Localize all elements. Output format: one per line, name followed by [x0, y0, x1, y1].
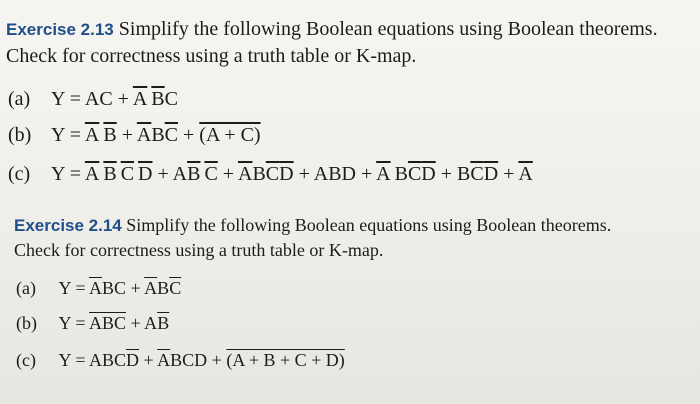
equation-label: (b) [16, 313, 37, 333]
exercise-2-14-heading [14, 215, 611, 236]
exercise-2-14-check-text: Check for correctness using a truth table or K-map. [14, 240, 384, 260]
exercise-2-14-description: Simplify the following Boolean equations using Boolean theorems. [121, 215, 612, 235]
exercise-2-14-equation-a: (a) $Y = \overline{A}BC + \overline{A}B\overline{C}$ [16, 278, 182, 298]
equation-label: (c) [8, 163, 31, 185]
exercise-2-13-heading [6, 18, 658, 41]
equation-label: (c) [16, 350, 36, 370]
exercise-2-13-equation-b: (b) $Y = \overline{A}$ $\overline{B} + \overline{A}B\overline{C} + (A + C)$ [8, 124, 261, 146]
exercise-2-13-equation-c: (c) $Y = \overline{A}$ $\overline{B}$ $\overline{C}$ $\overline{D} + A\overline{B}$ $\overline{C} + \overline{A}B\overline{C}\overline{D}$ + ABD + $\overline{A}$ $B\overline{C}\overline{D} + B\overline{C}\overline{D} + \overline{A}$ [8, 163, 533, 185]
exercise-2-14-title: Exercise 2.14 [14, 216, 122, 235]
exercise-2-13-check-text: Check for correctness using a truth table or K-map. [6, 45, 417, 67]
exercise-2-13-equation-a: (a) Y = AC + $\overline{A}$ $\overline{B}C$ [8, 88, 178, 110]
exercise-2-14-equation-c: (c) $Y = ABC\overline{D} + \overline{A}BCD + (A + B + C + D)$ [16, 350, 345, 370]
exercise-2-14-equation-b: (b) $Y = \overline{ABC} + A\overline{B}$ [16, 313, 170, 333]
equation-label: (a) [16, 278, 36, 298]
exercise-2-13-description: Simplify the following Boolean equations using Boolean theorems. [113, 18, 658, 40]
exercise-2-13-title: Exercise 2.13 [6, 20, 114, 39]
equation-label: (b) [8, 124, 32, 146]
equation-label: (a) [8, 88, 31, 110]
